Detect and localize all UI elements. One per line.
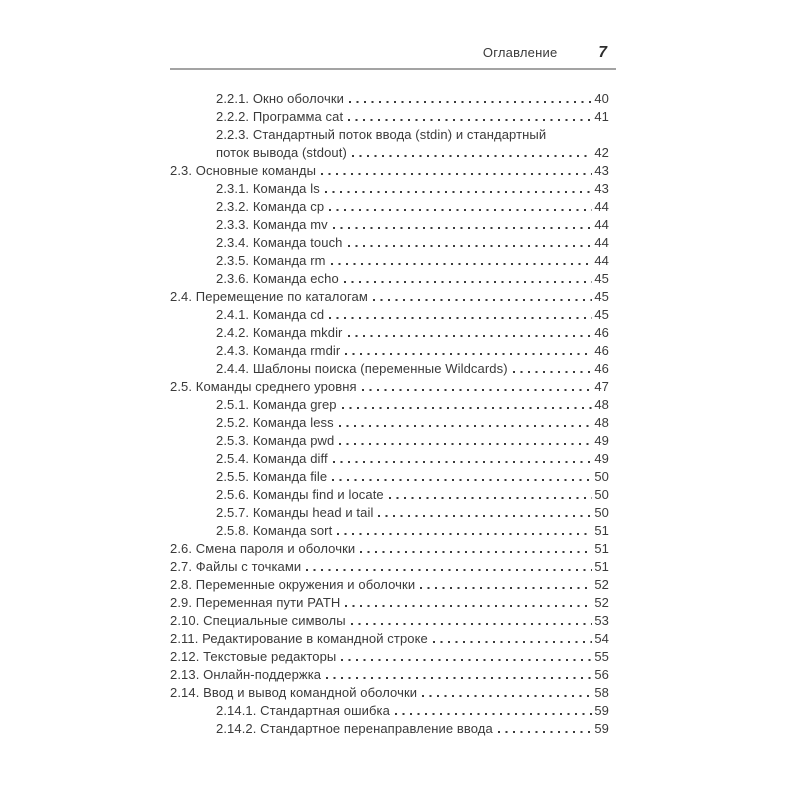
toc-entry	[170, 432, 609, 450]
toc-entry	[170, 342, 609, 360]
toc-entry	[170, 306, 609, 324]
toc-entry-label: 2.13. Онлайн-поддержка	[170, 667, 322, 682]
toc-leader-dots	[360, 551, 592, 553]
toc-entry	[170, 558, 609, 576]
toc-entry-page: 44	[594, 199, 609, 214]
toc-entry-wrap-line	[170, 126, 609, 144]
toc-entry-page: 59	[594, 703, 609, 718]
toc-entry-page: 51	[594, 541, 609, 556]
toc-entry	[170, 648, 609, 666]
toc-entry-label: 2.3.3. Команда mv	[216, 217, 328, 232]
toc-leader-dots	[341, 659, 592, 661]
toc-entry-page: 41	[594, 109, 609, 124]
toc-leader-dots	[339, 425, 593, 427]
toc-leader-dots	[337, 533, 592, 535]
toc-entry	[170, 144, 609, 162]
toc-entry-label: 2.2.3. Стандартный поток ввода (stdin) и стандартный	[216, 127, 547, 142]
toc-entry-page: 45	[594, 271, 609, 286]
header-rule	[170, 68, 616, 70]
toc-entry-label: 2.5.1. Команда grep	[216, 397, 337, 412]
toc-entry-page: 47	[594, 379, 609, 394]
toc-entry-label: 2.5.2. Команда less	[216, 415, 334, 430]
toc-entry-label: 2.6. Смена пароля и оболочки	[170, 541, 356, 556]
toc-entry-label: 2.14. Ввод и вывод командной оболочки	[170, 685, 418, 700]
toc-entry-page: 56	[594, 667, 609, 682]
toc-entry	[170, 324, 609, 342]
toc-entry	[170, 612, 609, 630]
toc-entry-page: 59	[594, 721, 609, 736]
toc-entry	[170, 288, 609, 306]
toc-leader-dots	[352, 155, 592, 157]
toc-entry-label: 2.14.2. Стандартное перенаправление ввода	[216, 721, 493, 736]
toc-entry-page: 55	[594, 649, 609, 664]
toc-entry-label: 2.5. Команды среднего уровня	[170, 379, 357, 394]
folio-page-number: 7	[598, 44, 607, 61]
toc-page	[170, 44, 616, 738]
toc-entry-label: 2.3. Основные команды	[170, 163, 317, 178]
toc-leader-dots	[378, 515, 592, 517]
toc-entry	[170, 414, 609, 432]
toc-leader-dots	[342, 407, 593, 409]
toc-entry	[170, 360, 609, 378]
toc-entry-page: 46	[594, 361, 609, 376]
toc-entry	[170, 594, 609, 612]
toc-entry-page: 50	[594, 505, 609, 520]
toc-entry-page: 48	[594, 415, 609, 430]
toc-entry-label: 2.3.6. Команда echo	[216, 271, 339, 286]
toc-leader-dots	[326, 677, 592, 679]
toc-entry-page: 46	[594, 343, 609, 358]
toc-entry-label: 2.5.5. Команда file	[216, 469, 328, 484]
toc-entry-page: 46	[594, 325, 609, 340]
toc-entry-page: 52	[594, 595, 609, 610]
toc-entry-label: 2.10. Специальные символы	[170, 613, 346, 628]
toc-entry-label: 2.11. Редактирование в командной строке	[170, 631, 428, 646]
toc-leader-dots	[325, 191, 593, 193]
toc-leader-dots	[321, 173, 592, 175]
toc-entry	[170, 216, 609, 234]
toc-entry	[170, 576, 609, 594]
toc-entry	[170, 180, 609, 198]
toc-entry-page: 51	[594, 523, 609, 538]
toc-entry-page: 44	[594, 253, 609, 268]
toc-leader-dots	[362, 389, 593, 391]
toc-entry-page: 49	[594, 451, 609, 466]
toc-leader-dots	[333, 227, 593, 229]
toc-entry-label: 2.4.1. Команда cd	[216, 307, 325, 322]
toc-entry-label: 2.4.4. Шаблоны поиска (переменные Wildcards)	[216, 361, 508, 376]
toc-entry-label: 2.3.4. Команда touch	[216, 235, 343, 250]
page-header	[170, 44, 616, 62]
toc-entry-label: 2.5.4. Команда diff	[216, 451, 328, 466]
toc-entry	[170, 396, 609, 414]
toc-entry	[170, 702, 609, 720]
toc-leader-dots	[329, 209, 592, 211]
toc-entry	[170, 630, 609, 648]
toc-entry-page: 44	[594, 217, 609, 232]
toc-entry-page: 43	[594, 163, 609, 178]
toc-entry-page: 48	[594, 397, 609, 412]
toc-entry-label: 2.9. Переменная пути PATH	[170, 595, 341, 610]
toc-entry	[170, 378, 609, 396]
toc-leader-dots	[348, 245, 593, 247]
toc-entry-page: 40	[594, 91, 609, 106]
toc-entry-label: 2.5.8. Команда sort	[216, 523, 333, 538]
toc-entry	[170, 450, 609, 468]
toc-leader-dots	[349, 101, 592, 103]
toc-entry-label: 2.2.2. Программа cat	[216, 109, 344, 124]
toc-entry-label: 2.2.1. Окно оболочки	[216, 91, 344, 106]
toc-leader-dots	[333, 461, 593, 463]
toc-leader-dots	[306, 569, 592, 571]
toc-entry-page: 44	[594, 235, 609, 250]
toc-leader-dots	[344, 281, 593, 283]
toc-entry-label: 2.3.5. Команда rm	[216, 253, 326, 268]
toc-entry-label: 2.8. Переменные окружения и оболочки	[170, 577, 416, 592]
toc-entry	[170, 522, 609, 540]
toc-entry-page: 50	[594, 469, 609, 484]
toc-entry	[170, 90, 609, 108]
toc-leader-dots	[373, 299, 592, 301]
toc-entry	[170, 720, 609, 738]
toc-leader-dots	[498, 731, 593, 733]
toc-leader-dots	[332, 479, 592, 481]
toc-leader-dots	[329, 317, 592, 319]
toc-entry	[170, 234, 609, 252]
toc-entry-label: 2.5.7. Команды head и tail	[216, 505, 374, 520]
toc-entry-page: 53	[594, 613, 609, 628]
toc-entry-label: 2.4.2. Команда mkdir	[216, 325, 343, 340]
toc-entry-page: 52	[594, 577, 609, 592]
toc-entry-page: 45	[594, 289, 609, 304]
toc-leader-dots	[348, 335, 593, 337]
toc-leader-dots	[351, 623, 593, 625]
toc-entry-label: 2.14.1. Стандартная ошибка	[216, 703, 390, 718]
toc-entry	[170, 252, 609, 270]
toc-entry-page: 45	[594, 307, 609, 322]
toc-entry-page: 42	[594, 145, 609, 160]
toc-entry-page: 51	[594, 559, 609, 574]
toc-entry	[170, 666, 609, 684]
toc-leader-dots	[422, 695, 592, 697]
toc-leader-dots	[395, 713, 592, 715]
toc-leader-dots	[331, 263, 593, 265]
toc-entry-label: 2.3.2. Команда cp	[216, 199, 325, 214]
toc-entry-label: 2.5.6. Команды find и locate	[216, 487, 384, 502]
toc-entry-label: 2.4. Перемещение по каталогам	[170, 289, 368, 304]
toc-entry	[170, 540, 609, 558]
toc-entry-label: 2.12. Текстовые редакторы	[170, 649, 337, 664]
toc-leader-dots	[433, 641, 592, 643]
toc-entry-label: 2.5.3. Команда pwd	[216, 433, 335, 448]
toc-leader-dots	[345, 605, 592, 607]
toc-leader-dots	[348, 119, 592, 121]
toc-entry	[170, 108, 609, 126]
toc-entry	[170, 468, 609, 486]
toc-entry-page: 49	[594, 433, 609, 448]
toc-leader-dots	[345, 353, 592, 355]
toc-leader-dots	[339, 443, 592, 445]
toc-entry-label: 2.3.1. Команда ls	[216, 181, 320, 196]
toc-entry	[170, 270, 609, 288]
toc-entry-label: 2.7. Файлы с точками	[170, 559, 302, 574]
toc-list	[170, 90, 616, 738]
toc-entry-page: 54	[594, 631, 609, 646]
toc-leader-dots	[420, 587, 592, 589]
toc-entry-page: 43	[594, 181, 609, 196]
toc-entry-label: поток вывода (stdout)	[216, 145, 347, 160]
toc-leader-dots	[389, 497, 593, 499]
toc-entry	[170, 684, 609, 702]
toc-leader-dots	[513, 371, 593, 373]
toc-entry-page: 58	[594, 685, 609, 700]
running-title: Оглавление	[482, 45, 558, 60]
toc-entry	[170, 198, 609, 216]
toc-entry-label: 2.4.3. Команда rmdir	[216, 343, 341, 358]
toc-entry-page: 50	[594, 487, 609, 502]
toc-entry	[170, 486, 609, 504]
toc-entry	[170, 504, 609, 522]
toc-entry	[170, 162, 609, 180]
